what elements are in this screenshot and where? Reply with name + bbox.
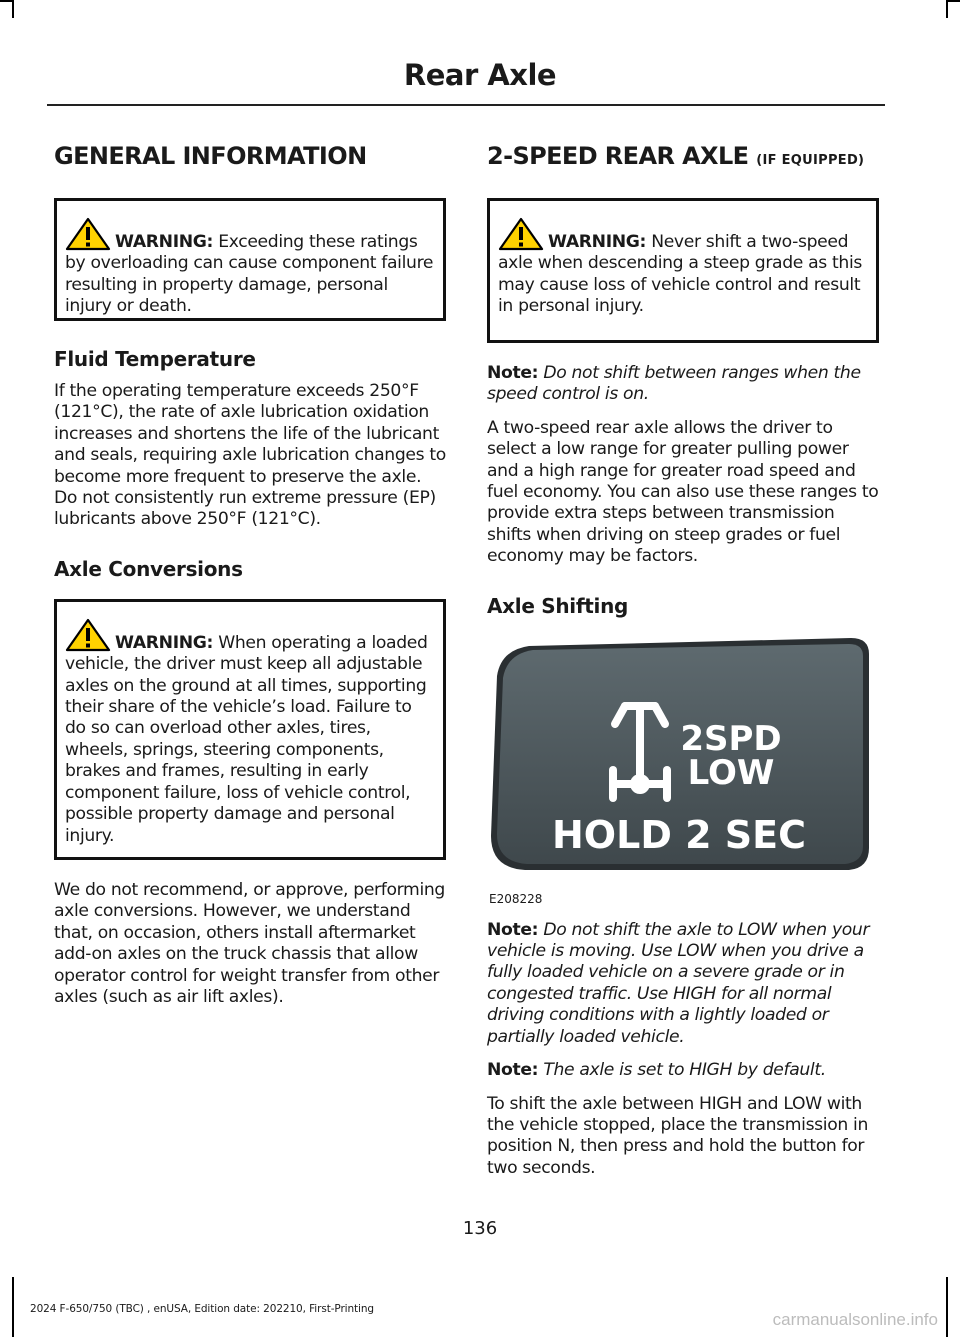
crop-mark <box>12 1277 14 1337</box>
crop-mark <box>948 0 960 2</box>
warning-box <box>54 599 446 860</box>
warning-label: WARNING: <box>115 632 214 653</box>
warning-triangle-icon <box>65 618 111 652</box>
paragraph-fluid-temperature: If the operating temperature exceeds 250°F (121°C), the rate of axle lubrication oxidation increases and shortens the life of the lubricant and seals, requiring axle lubrication changes to become more frequent to preserve the axle. Do not consistently run extreme pressure (EP) lubricants above 250°F (121°C). <box>54 381 446 530</box>
page-title: Rear Axle <box>403 58 557 92</box>
paragraph-shift-procedure: To shift the axle between HIGH and LOW with the vehicle stopped, place the transmission in position N, then press and hold the button for two seconds. <box>487 1093 868 1178</box>
heading-axle-conversions: Axle Conversions <box>54 556 243 581</box>
heading-fluid-temperature: Fluid Temperature <box>54 347 256 371</box>
panel-text-low: LOW <box>687 752 775 793</box>
note-paragraph <box>487 1060 879 1081</box>
warning-paragraph <box>65 618 435 847</box>
note-label: Note: <box>487 919 539 940</box>
crop-mark <box>0 0 12 2</box>
warning-text: When operating a loaded vehicle, the driver must keep all adjustable axles on the ground at all times, supporting their share of the vehicle’s load. Failure to do so can overload other axles, tires, wheels, springs, steering components, brakes and frames, resulting in early component failure, loss of vehicle control, possible property damage and personal injury. <box>65 632 428 846</box>
warning-label: WARNING: <box>115 232 214 252</box>
section-title-text: 2-SPEED REAR AXLE <box>487 142 749 170</box>
note-text: The axle is set to HIGH by default. <box>543 1060 826 1081</box>
section-title-two-speed <box>487 142 879 170</box>
heading-axle-shifting: Axle Shifting <box>487 593 629 618</box>
section-title-general: GENERAL INFORMATION <box>54 142 367 170</box>
watermark: carmanualsonline.info <box>772 1310 938 1329</box>
crop-mark <box>12 0 14 18</box>
warning-triangle-icon <box>65 217 111 251</box>
warning-paragraph <box>498 217 868 318</box>
panel-text-hold: HOLD 2 SEC <box>552 812 806 857</box>
panel-text-2spd: 2SPD <box>680 718 782 759</box>
warning-label: WARNING: <box>548 232 647 252</box>
paragraph-two-speed-intro: A two-speed rear axle allows the driver to select a low range for greater pulling power and a high range for greater road speed and fuel economy. You can also use these ranges to provide extra steps between transmission shifts when driving on steep grades or fuel economy may be factors. <box>487 417 879 567</box>
warning-text: Never shift a two-speed axle when descending a steep grade as this may cause loss of vehicle control and result in personal injury. <box>498 232 862 317</box>
right-column <box>487 142 879 1191</box>
section-title-suffix: (IF EQUIPPED) <box>756 153 865 168</box>
note-text: Do not shift the axle to LOW when your vehicle is moving. Use LOW when you drive a fully loaded vehicle on a severe grade or in congested traffic. Use HIGH for all normal driving conditions with a lightly loaded or partially loaded vehicle. <box>487 919 870 1047</box>
paragraph-axle-conversions: We do not recommend, or approve, performing axle conversions. However, we understand that, on occasion, others install aftermarket add-on axles on the truck chassis that allow operator control for weight transfer from other axles (such as air lift axles). <box>54 879 445 1007</box>
figure-code: E208228 <box>489 891 543 906</box>
crop-mark <box>946 0 948 18</box>
warning-box <box>487 198 879 343</box>
warning-paragraph <box>65 217 435 318</box>
note-paragraph <box>487 363 879 406</box>
warning-text: Exceeding these ratings by overloading can cause component failure resulting in property damage, personal injury or death. <box>65 232 434 317</box>
left-column <box>54 142 446 1020</box>
footer-edition: 2024 F-650/750 (TBC) , enUSA, Edition date: 202210, First-Printing <box>30 1303 374 1315</box>
warning-box <box>54 198 446 321</box>
crop-mark <box>946 1277 948 1337</box>
header-divider <box>47 104 885 106</box>
note-text: Do not shift between ranges when the speed control is on. <box>487 363 861 405</box>
note-paragraph <box>487 920 879 1048</box>
note-label: Note: <box>487 363 539 383</box>
warning-triangle-icon <box>498 217 544 251</box>
axle-button-figure <box>487 636 879 906</box>
note-label: Note: <box>487 1060 539 1081</box>
page-number: 136 <box>462 1218 498 1239</box>
axle-button-panel <box>489 636 871 874</box>
